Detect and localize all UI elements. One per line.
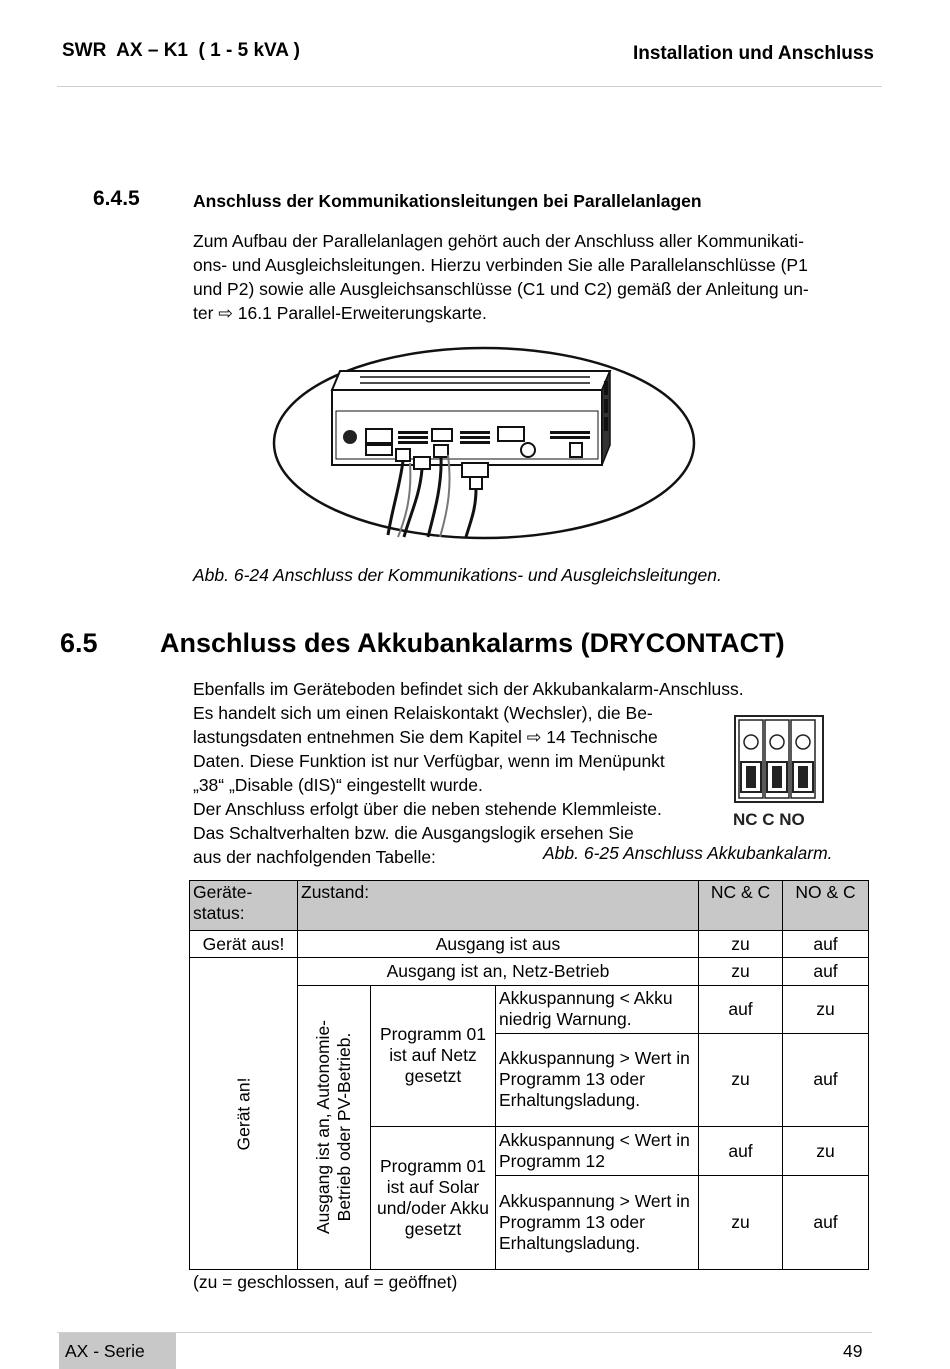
autonomy-mode-cell: [298, 985, 371, 1270]
figure-caption-6-25: Abb. 6-25 Anschluss Akkubankalarm.: [543, 843, 833, 863]
nc-value: auf: [699, 985, 783, 1033]
header-chapter-title: Installation und Anschluss: [632, 43, 874, 64]
drycontact-status-table: [189, 880, 869, 1270]
paragraph-line: lastungsdaten entnehmen Sie dem Kapitel ⇨ 14 Technische: [193, 727, 658, 747]
table-row: [190, 958, 869, 985]
paragraph-line: Es handelt sich um einen Relaiskontakt (Wechsler), die Be-: [193, 703, 653, 723]
no-value: auf: [783, 1176, 869, 1270]
nc-value: zu: [699, 958, 783, 985]
paragraph-line: Der Anschluss erfolgt über die neben stehende Klemmleiste.: [193, 799, 662, 819]
paragraph-line: aus der nachfolgenden Tabelle:: [193, 847, 436, 867]
header-document-title: SWR AX – K1 ( 1 - 5 kVA ): [62, 40, 300, 61]
paragraph-line: Daten. Diese Funktion ist nur Verfügbar, wenn im Menüpunkt: [193, 751, 665, 771]
no-value: zu: [783, 1127, 869, 1176]
paragraph-line: Ebenfalls im Geräteboden befindet sich der Akkubankalarm-Anschluss.: [193, 679, 744, 699]
paragraph-line: „38“ „Disable (dIS)“ eingestellt wurde.: [193, 775, 483, 795]
header-device-status: Geräte-status:: [190, 881, 298, 931]
section-number-65: 6.5: [60, 628, 98, 658]
inverter-connection-figure: [270, 345, 702, 543]
footer-divider: [57, 1332, 872, 1333]
program-grid-cell: Programm 01 ist auf Netz gesetzt: [371, 985, 496, 1127]
status-on-label: Gerät an!: [233, 1077, 253, 1151]
terminal-block-figure: [730, 712, 830, 832]
condition-cell: Akkuspannung > Wert in Programm 13 oder Erhaltungsladung.: [496, 1176, 699, 1270]
footer-series: AX - Serie: [59, 1333, 176, 1369]
section-65-paragraph: [193, 677, 744, 869]
section-title-65: Anschluss des Akkubankalarms (DRYCONTACT): [160, 628, 785, 658]
header-divider: [57, 86, 882, 87]
header-nc-c: NC & C: [699, 881, 783, 931]
paragraph-line: ter ⇨ 16.1 Parallel-Erweiterungskarte.: [193, 303, 487, 323]
nc-value: zu: [699, 1176, 783, 1270]
terminal-block-drawing: [730, 712, 830, 807]
status-off: Gerät aus!: [190, 931, 298, 958]
figure-caption-6-24: Abb. 6-24 Anschluss der Kommunikations- und Ausgleichsleitungen.: [193, 565, 722, 585]
section-645-paragraph: [193, 229, 873, 325]
page-number: 49: [843, 1341, 863, 1361]
condition-cell: Akkuspannung > Wert in Programm 13 oder Erhaltungsladung.: [496, 1033, 699, 1126]
section-number-645: 6.4.5: [93, 187, 140, 210]
no-value: auf: [783, 931, 869, 958]
no-value: zu: [783, 985, 869, 1033]
header-no-c: NO & C: [783, 881, 869, 931]
program-solar-cell: Programm 01 ist auf Solar und/oder Akku gesetzt: [371, 1127, 496, 1270]
header-state: Zustand:: [298, 881, 699, 931]
nc-value: zu: [699, 931, 783, 958]
condition-cell: Akkuspannung < Akku niedrig Warnung.: [496, 985, 699, 1033]
state-grid-mode: Ausgang ist an, Netz-Betrieb: [298, 958, 699, 985]
autonomy-mode-label: Ausgang ist an, Autonomie- Betrieb oder PV-Betrieb.: [313, 1020, 354, 1235]
paragraph-line: ons- und Ausgleichsleitungen. Hierzu verbinden Sie alle Parallelanschlüsse (P1: [193, 255, 808, 275]
nc-value: zu: [699, 1033, 783, 1126]
paragraph-line: und P2) sowie alle Ausgleichsanschlüsse (C1 und C2) gemäß der Anleitung un-: [193, 279, 809, 299]
paragraph-line: Das Schaltverhalten bzw. die Ausgangslogik ersehen Sie: [193, 823, 634, 843]
terminal-label: NC C NO: [733, 810, 805, 829]
paragraph-line: Zum Aufbau der Parallelanlagen gehört auch der Anschluss aller Kommunikati-: [193, 231, 804, 251]
table-header-row: [190, 881, 869, 931]
condition-cell: Akkuspannung < Wert in Programm 12: [496, 1127, 699, 1176]
table-legend: (zu = geschlossen, auf = geöffnet): [193, 1272, 458, 1292]
status-on: [190, 958, 298, 1270]
nc-value: auf: [699, 1127, 783, 1176]
section-title-645: Anschluss der Kommunikationsleitungen bei Parallelanlagen: [193, 191, 702, 211]
no-value: auf: [783, 958, 869, 985]
no-value: auf: [783, 1033, 869, 1126]
state-output-off: Ausgang ist aus: [298, 931, 699, 958]
table-row: [190, 931, 869, 958]
